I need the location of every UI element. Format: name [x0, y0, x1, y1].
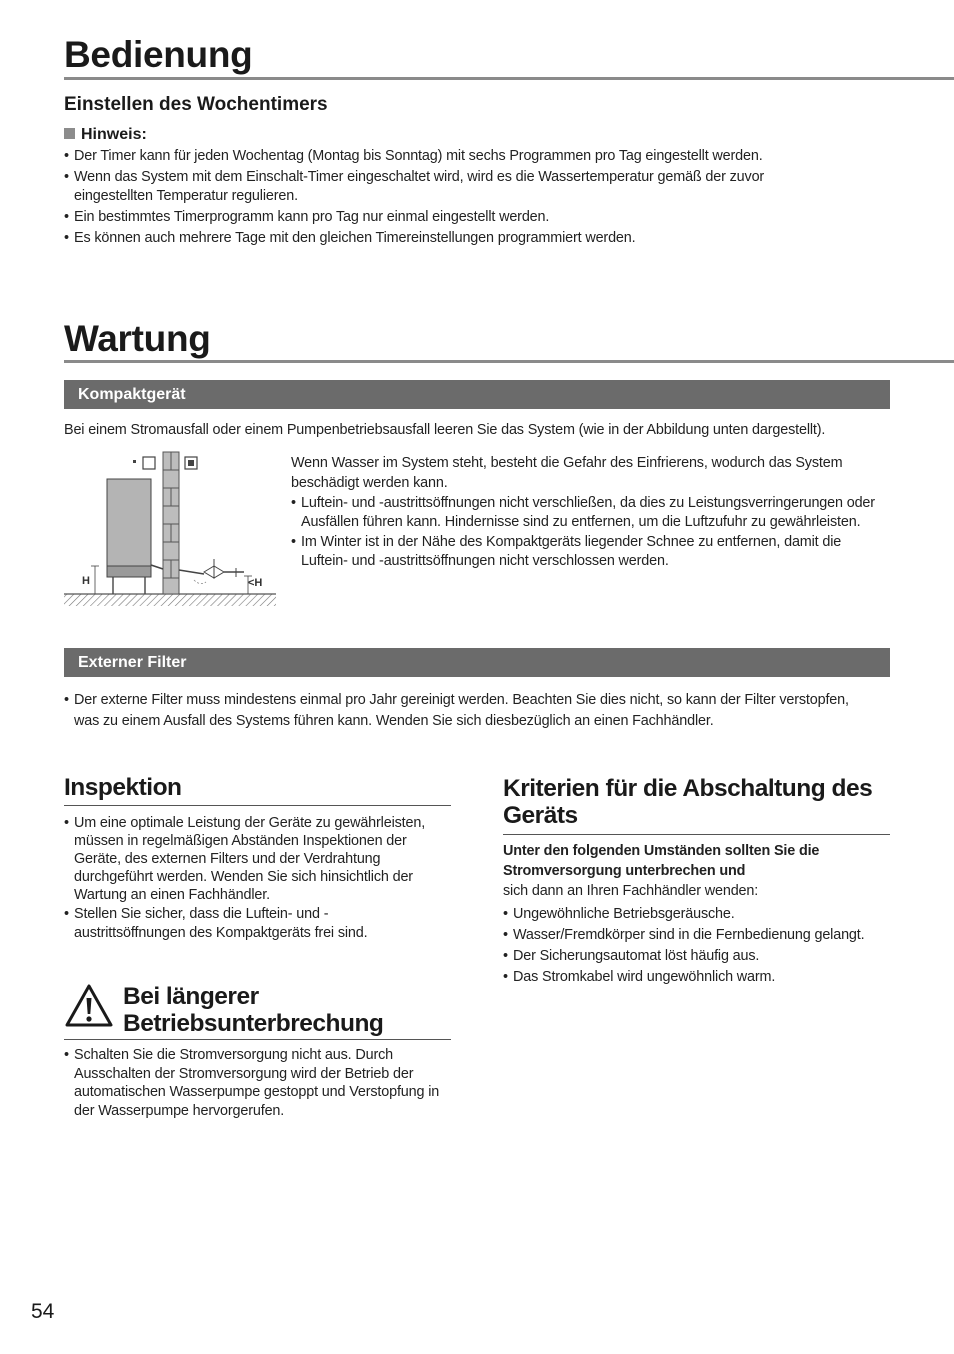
list-item: • Luftein- und -austrittsöffnungen nicht verschließen, da dies zu Leistungsverringerungen oder Ausfällen führen kann. Hindernisse sind zu entfernen, um die Luftzufuhr zu gewährleisten. — [291, 494, 891, 532]
kriterien-intro: Unter den folgenden Umständen sollten Sie die Stromversorgung unterbrechen und sich dann an Ihren Fachhändler wenden: — [503, 843, 820, 899]
heading-rule — [64, 805, 451, 806]
kompakt-text: Wenn Wasser im System steht, besteht die Gefahr des Einfrierens, wodurch das System beschädigt werden kann. — [291, 455, 843, 491]
list-item: • Der Timer kann für jeden Wochentag (Montag bis Sonntag) mit sechs Programmen pro Tag eingestellt werden. — [64, 147, 834, 166]
fig-label-less-h: <H — [248, 577, 263, 589]
timer-note-list — [64, 147, 834, 248]
note-label: Hinweis: — [64, 126, 147, 144]
inspektion-bullets — [64, 814, 456, 943]
draining-illustration — [64, 448, 276, 610]
kompakt-intro: Bei einem Stromausfall oder einem Pumpenbetriebsausfall leeren Sie das System (wie in der Abbildung unten dargestellt). — [64, 422, 826, 438]
list-item: • Wenn das System mit dem Einschalt-Timer eingeschaltet wird, wird es die Wassertemperatur gemäß der zuvor eingestellten Temperatur regulieren. — [64, 168, 834, 206]
section-heading-wochentimer: Einstellen des Wochentimers — [64, 94, 328, 115]
list-item: • Stellen Sie sicher, dass die Luftein- und -austrittsöffnungen des Kompaktgeräts frei sind. — [64, 905, 374, 943]
list-item: • Der Sicherungsautomat löst häufig aus. — [503, 946, 903, 967]
section-bar-externer-filter: Externer Filter — [64, 648, 890, 677]
heading-rule — [503, 834, 890, 835]
list-item: • Wasser/Fremdkörper sind in die Fernbedienung gelangt. — [503, 925, 903, 946]
filter-bullets — [64, 690, 854, 732]
page-number: 54 — [31, 1300, 55, 1323]
square-bullet-icon — [64, 128, 75, 139]
section-bar-kompaktgeraet: Kompaktgerät — [64, 380, 890, 409]
list-item: • Ungewöhnliche Betriebsgeräusche. — [503, 904, 903, 925]
list-item: • Es können auch mehrere Tage mit den gleichen Timereinstellungen programmiert werden. — [64, 229, 834, 248]
page-title-bedienung: Bedienung — [64, 34, 253, 75]
heading-inspektion: Inspektion — [64, 774, 182, 801]
title-rule — [64, 77, 954, 80]
kriterien-bullets — [503, 904, 903, 988]
warning-icon — [64, 983, 114, 1029]
page-title-wartung: Wartung — [64, 318, 211, 359]
list-item: • Im Winter ist in der Nähe des Kompaktgeräts liegender Schnee zu entfernen, damit die Luftein- und -austrittsöffnungen nicht verschlossen werden. — [291, 533, 891, 571]
fig-label-h: H — [82, 575, 90, 587]
heading-kriterien: Kriterien für die Abschaltung des Geräts — [503, 775, 873, 829]
heading-betriebsunterbrechung: Bei längerer Betriebsunterbrechung — [123, 983, 384, 1037]
list-item: • Schalten Sie die Stromversorgung nicht aus. Durch Ausschalten der Stromversorgung wird der Betrieb der automatischen Wasserpumpe gestoppt und Verstopfung in der Wasserpumpe hervorgerufen. — [64, 1046, 456, 1120]
list-item: • Das Stromkabel wird ungewöhnlich warm. — [503, 967, 903, 988]
list-item: • Der externe Filter muss mindestens einmal pro Jahr gereinigt werden. Beachten Sie dies nicht, so kann der Filter verstopfen, was zu einem Ausfall des Systems führen kann. Wenden Sie sich diesbezüglich an einen Fachhändler. — [64, 690, 854, 732]
list-item: • Um eine optimale Leistung der Geräte zu gewährleisten, müssen in regelmäßigen Abständen Inspektionen der Geräte, des externen Filters und der Verdrahtung durchgeführt werden. Wenden Sie sich hinsichtlich der Wartung an einen Fachhändler. — [64, 814, 456, 904]
unterbrechung-bullets — [64, 1046, 456, 1120]
title-rule — [64, 360, 954, 363]
heading-rule — [64, 1039, 451, 1040]
kompakt-bullets — [291, 494, 891, 571]
list-item: • Ein bestimmtes Timerprogramm kann pro Tag nur einmal eingestellt werden. — [64, 208, 834, 227]
